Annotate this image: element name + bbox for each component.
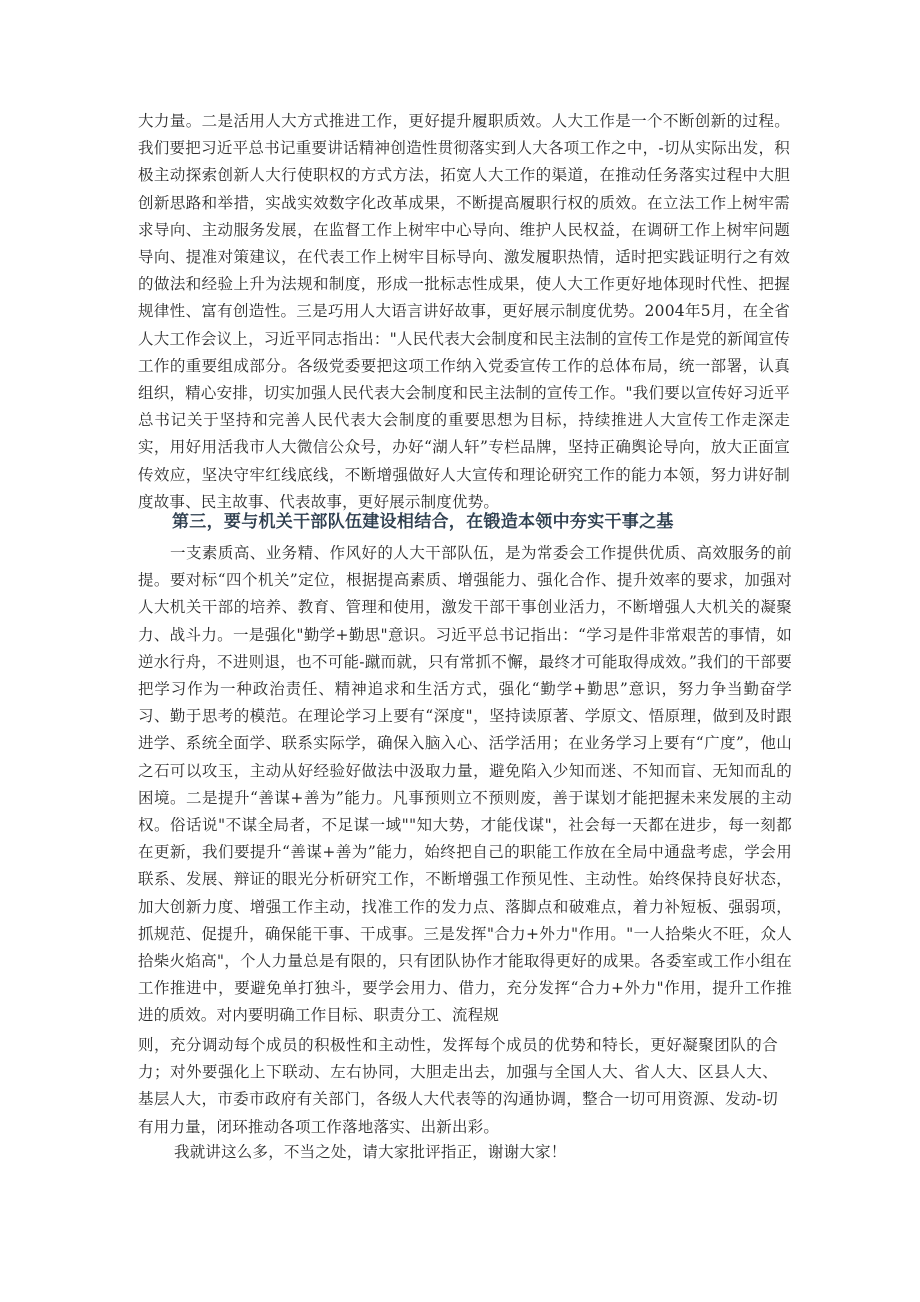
paragraph-continuation: 则，充分调动每个成员的积极性和主动性，发挥每个成员的优势和特长，更好凝聚团队的合力；对外要强化上下联动、左右协同，大胆走出去，加强与全国人大、省人大、区县人大、基层人大，市委市政府有关部门，各级人大代表等的沟通协调，整合一切可用资源、发动-切有用力量，闭环推动各项工作落地落实、出新出彩。	[138, 1036, 778, 1136]
section-heading: 第三，要与机关干部队伍建设相结合，在锻造本领中夯实干事之基	[172, 512, 674, 532]
paragraph-closing: 我就讲这么多，不当之处，请大家批评指正，谢谢大家！	[174, 1143, 567, 1161]
paragraph-body: 一支素质高、业务精、作风好的人大干部队伍，是为常委会工作提供优质、高效服务的前提。要对标“四个机关”定位，根据提高素质、增强能力、强化合作、提升效率的要求，加强对人大机关干部的培养、教育、管理和使用，激发干部干事创业活力，不断增强人大机关的凝聚力、战斗力。一是强化"勤学+勤思"意识。习近平总书记指出：“学习是件非常艰苦的事情，如逆水行舟，不进则退，也不可能-蹴而就，只有常抓不懈，最终才可能取得成效。”我们的干部要把学习作为一种政治责任、精神追求和生活方式，强化“勤学+勤思”意识，努力争当勤奋学习、勤于思考的模范。在理论学习上要有“深度"，坚持读原著、学原文、悟原理，做到及时跟进学、系统全面学、联系实际学，确保入脑入心、活学活用；在业务学习上要有“广度”，他山之石可以攻玉，主动从好经验好做法中汲取力量，避免陷入少知而迷、不知而盲、无知而乱的困境。二是提升“善谋+善为”能力。凡事预则立不预则废，善于谋划才能把握未来发展的主动权。俗话说"不谋全局者，不足谋一域""知大势，才能伐谋"，社会每一天都在进步，每一刻都在更新，我们要提升“善谋+善为”能力，始终把自己的职能工作放在全局中通盘考虑，学会用联系、发展、辩证的眼光分析研究工作，不断增强工作预见性、主动性。始终保持良好状态，加大创新力度、增强工作主动，找准工作的发力点、落脚点和破难点，着力补短板、强弱项，抓规范、促提升，确保能干事、干成事。三是发挥"合力+外力"作用。"一人拾柴火不旺，众人拾柴火焰高"，个人力量总是有限的，只有团队协作才能取得更好的成果。各委室或工作小组在工作推进中，要避免单打独斗，要学会用力、借力，充分发挥“合力+外力"作用，提升工作推进的质效。对内要明确工作目标、职责分工、流程规	[138, 544, 792, 1025]
paragraph-intro: 大力量。二是活用人大方式推进工作，更好提升履职质效。人大工作是一个不断创新的过程。我们要把习近平总书记重要讲话精神创造性贯彻落实到人大各项工作之中，-切从实际出发，积极主动探索创新人大行使职权的方式方法，拓宽人大工作的渠道，在推动任务落实过程中大胆创新思路和举措，实战实效数字化改革成果，不断提高履职行权的质效。在立法工作上树牢需求导向、主动服务发展，在监督工作上树牢中心导向、维护人民权益，在调研工作上树牢问题导向、提准对策建议，在代表工作上树牢目标导向、激发履职热情，适时把实践证明行之有效的做法和经验上升为法规和制度，形成一批标志性成果，使人大工作更好地体现时代性、把握规律性、富有创造性。三是巧用人大语言讲好故事，更好展示制度优势。2004年5月，在全省人大工作会议上，习近平同志指出："人民代表大会制度和民主法制的宣传工作是党的新闻宣传工作的重要组成部分。各级党委要把这项工作纳入党委宣传工作的总体布局，统一部署，认真组织，精心安排，切实加强人民代表大会制度和民主法制的宣传工作。"我们要以宣传好习近平总书记关于坚持和完善人民代表大会制度的重要思想为目标，持续推进人大宣传工作走深走实，用好用活我市人大微信公众号，办好“湖人轩”专栏品牌，坚持正确舆论导向，放大正面宣传效应，坚决守牢红线底线，不断增强做好人大宣传和理论研究工作的能力本领，努力讲好制度故事、民主故事、代表故事，更好展示制度优势。	[138, 112, 790, 511]
